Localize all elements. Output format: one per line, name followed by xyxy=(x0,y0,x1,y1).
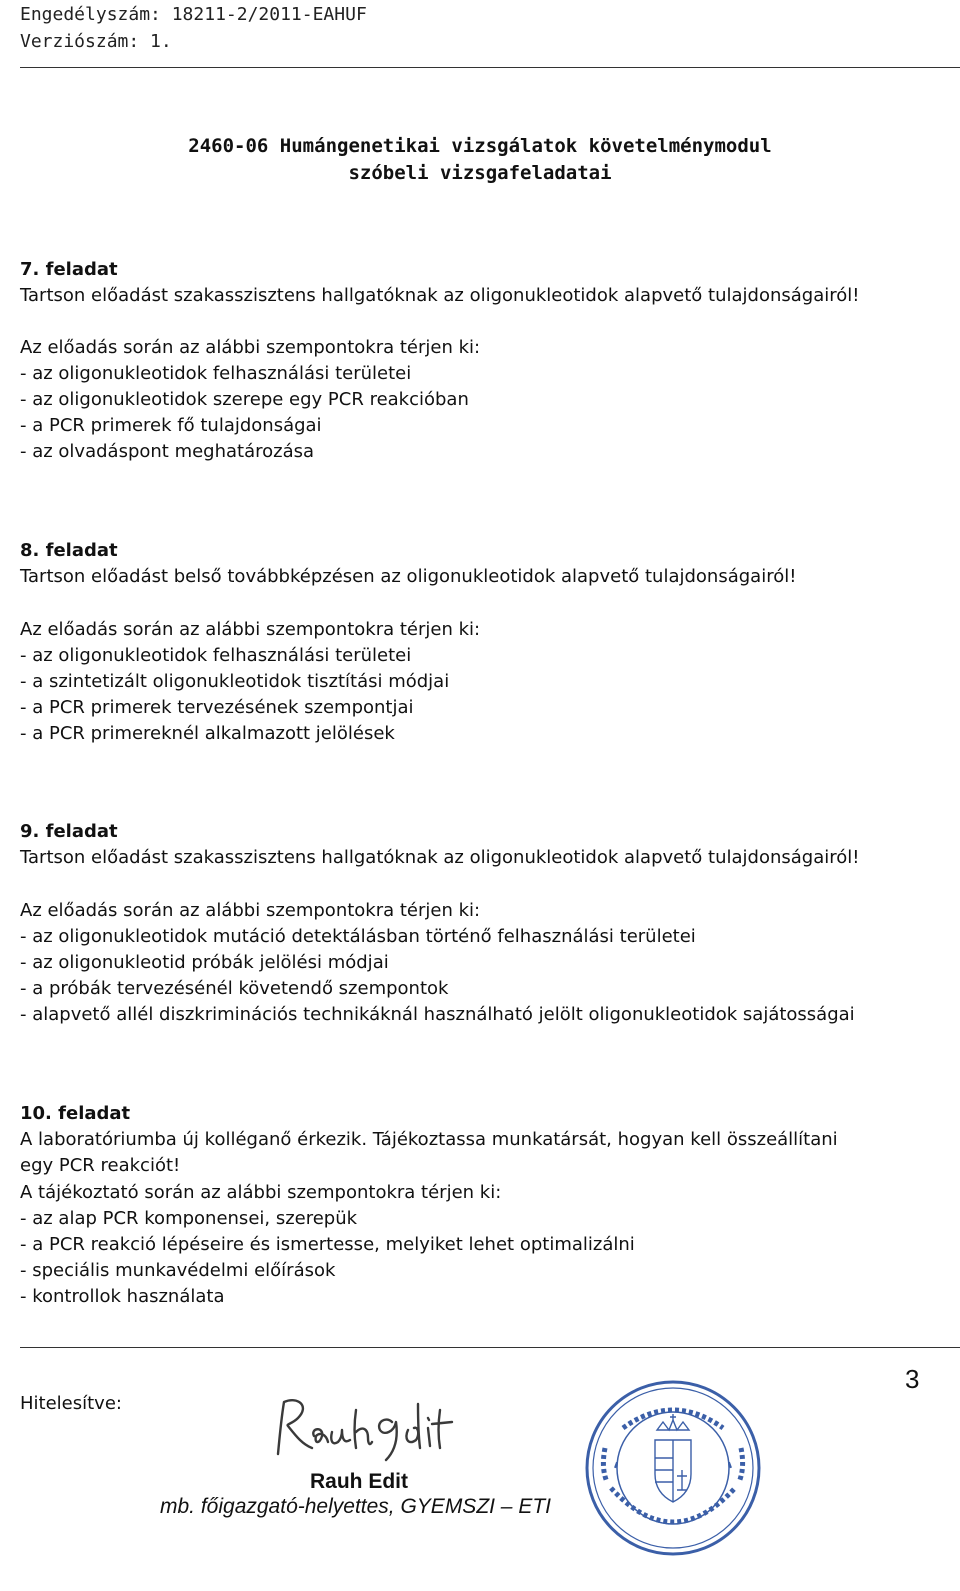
task-line: - az alap PCR komponensei, szerepük xyxy=(20,1208,358,1229)
official-seal-icon xyxy=(583,1378,763,1558)
task-line: - a szintetizált oligonukleotidok tisztítási módjai xyxy=(20,671,450,692)
task-line: A laboratóriumba új kolléganő érkezik. Tájékoztassa munkatársát, hogyan kell összeállítani xyxy=(20,1129,838,1150)
task-line: Az előadás során az alábbi szempontokra térjen ki: xyxy=(20,900,481,921)
footer-divider xyxy=(20,1347,960,1348)
task-line: - alapvető allél diszkriminációs technikáknál használható jelölt oligonukleotidok sajátosságai xyxy=(20,1004,855,1025)
handwritten-signature xyxy=(268,1392,478,1472)
task-line: - az oligonukleotid próbák jelölési módjai xyxy=(20,952,389,973)
task-heading: 8. feladat xyxy=(20,540,118,561)
task-line: Tartson előadást szakasszisztens hallgatóknak az oligonukleotidok alapvető tulajdonságairól! xyxy=(20,847,860,868)
task-line: Az előadás során az alábbi szempontokra térjen ki: xyxy=(20,337,481,358)
task-line: Tartson előadást szakasszisztens hallgatóknak az oligonukleotidok alapvető tulajdonságairól! xyxy=(20,285,860,306)
task-line: - az oligonukleotidok szerepe egy PCR reakcióban xyxy=(20,389,469,410)
header-divider xyxy=(20,67,960,68)
task-line: - a PCR reakció lépéseire és ismertesse, melyiket lehet optimalizálni xyxy=(20,1234,635,1255)
version-number: Verziószám: 1. xyxy=(20,31,172,52)
task-heading: 7. feladat xyxy=(20,259,118,280)
task-line: - az oligonukleotidok mutáció detektálásban történő felhasználási területei xyxy=(20,926,696,947)
task-line: - a PCR primerek tervezésének szempontjai xyxy=(20,697,414,718)
task-line: - az oligonukleotidok felhasználási területei xyxy=(20,363,412,384)
document-title: 2460-06 Humángenetikai vizsgálatok követelménymodul xyxy=(188,135,772,157)
document-subtitle: szóbeli vizsgafeladatai xyxy=(348,162,612,184)
signer-name: Rauh Edit xyxy=(310,1470,408,1493)
task-line: Tartson előadást belső továbbképzésen az oligonukleotidok alapvető tulajdonságairól! xyxy=(20,566,797,587)
task-line: - speciális munkavédelmi előírások xyxy=(20,1260,336,1281)
page-number: 3 xyxy=(905,1364,920,1394)
task-line: - a PCR primerek fő tulajdonságai xyxy=(20,415,322,436)
certified-label: Hitelesítve: xyxy=(20,1393,122,1414)
task-line: - a próbák tervezésénél követendő szempontok xyxy=(20,978,449,999)
task-line: - az olvadáspont meghatározása xyxy=(20,441,315,462)
task-line: egy PCR reakciót! xyxy=(20,1155,181,1176)
license-number: Engedélyszám: 18211-2/2011-EAHUF xyxy=(20,4,367,25)
task-heading: 10. feladat xyxy=(20,1103,131,1124)
task-line: A tájékoztató során az alábbi szempontokra térjen ki: xyxy=(20,1182,502,1203)
task-heading: 9. feladat xyxy=(20,821,118,842)
signer-role: mb. főigazgató-helyettes, GYEMSZI – ETI xyxy=(160,1495,551,1518)
task-line: - kontrollok használata xyxy=(20,1286,225,1307)
task-line: Az előadás során az alábbi szempontokra térjen ki: xyxy=(20,619,481,640)
task-line: - az oligonukleotidok felhasználási területei xyxy=(20,645,412,666)
task-line: - a PCR primereknél alkalmazott jelölések xyxy=(20,723,395,744)
